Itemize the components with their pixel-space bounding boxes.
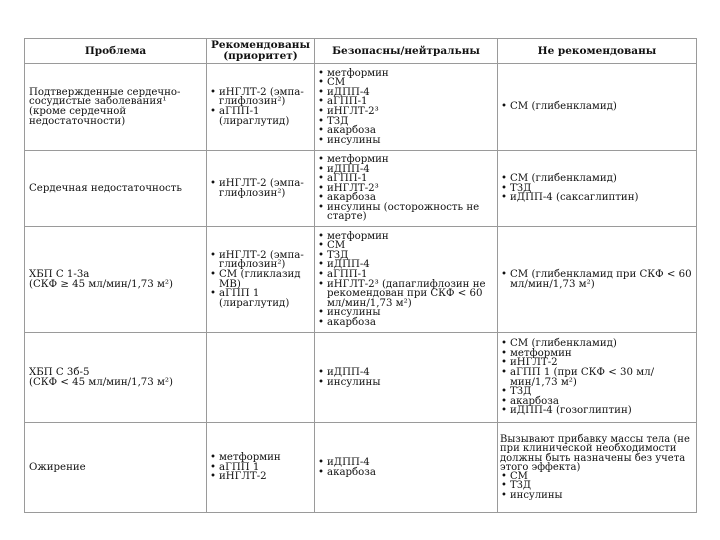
list-item: • ТЗД	[317, 251, 495, 261]
table-row	[25, 64, 697, 151]
list-item: • аГПП 1	[209, 463, 312, 473]
recommended-cell	[207, 333, 315, 423]
table-row	[25, 333, 697, 423]
list-item: • иДПП-4	[317, 88, 495, 98]
safe-cell	[315, 423, 498, 513]
list-item: • инсулины	[317, 308, 495, 318]
recommended-cell	[207, 151, 315, 227]
list-item: • метформин	[317, 232, 495, 242]
list-item: • иДПП-4 (саксаглиптин)	[500, 193, 694, 203]
list-item: • иНГЛТ-2 (эмпа- глифлозин²)	[209, 251, 312, 270]
list-item: • акарбоза	[500, 397, 694, 407]
safe-cell	[315, 333, 498, 423]
recommendations-table	[24, 38, 697, 513]
problem-cell	[25, 151, 207, 227]
problem-line: Ожирение	[29, 461, 86, 473]
list-item: • ТЗД	[500, 184, 694, 194]
list-item: • иНГЛТ-2 (эмпа- глифлозин²)	[209, 179, 312, 198]
list-item: • аГПП-1	[317, 97, 495, 107]
list-item: • акарбоза	[317, 318, 495, 328]
list-item: • аГПП-1 (лираглутид)	[209, 107, 312, 126]
list-item: • иДПП-4	[317, 165, 495, 175]
safe-cell	[315, 64, 498, 151]
problem-line: недостаточности)	[29, 115, 126, 127]
problem-line: сосудистые заболевания¹	[29, 96, 167, 108]
table-row	[25, 423, 697, 513]
problem-cell	[25, 333, 207, 423]
problem-cell	[25, 64, 207, 151]
list-item: • ТЗД	[500, 387, 694, 397]
list-item: • СМ (глибенкламид)	[500, 102, 694, 112]
problem-cell	[25, 423, 207, 513]
list-item: • аГПП-1	[317, 270, 495, 280]
list-item: • иНГЛТ-2	[500, 358, 694, 368]
list-item: • СМ	[317, 78, 495, 88]
list-item: • СМ	[500, 472, 694, 481]
list-item: • СМ (глибенкламид)	[500, 174, 694, 184]
safe-cell	[315, 227, 498, 333]
list-item: • иДПП-4	[317, 368, 495, 378]
table-row	[25, 227, 697, 333]
list-item: • акарбоза	[317, 193, 495, 203]
safe-cell	[315, 151, 498, 227]
list-item: • иНГЛТ-2³	[317, 184, 495, 194]
header-recommended: Рекомендованы (приоритет)	[207, 39, 315, 64]
list-item: • акарбоза	[317, 126, 495, 136]
header-problem: Проблема	[25, 39, 207, 64]
weight-gain-note: Вызывают прибавку массы тела (не при клинической необходимости должны быть назначены без учета этого эффекта)	[500, 434, 690, 473]
not-recommended-cell	[498, 64, 697, 151]
table-header-row	[25, 39, 697, 64]
problem-line: ХБП С 1-3а	[29, 268, 90, 280]
not-recommended-cell	[498, 227, 697, 333]
list-item: • ТЗД	[500, 481, 694, 490]
list-item: • СМ (глибенкламид при СКФ < 60 мл/мин/1,73 м²)	[500, 270, 694, 289]
recommended-cell	[207, 423, 315, 513]
not-recommended-cell	[498, 151, 697, 227]
list-item: • СМ (гликлазид МВ)	[209, 270, 312, 289]
problem-line: (СКФ ≥ 45 мл/мин/1,73 м²)	[29, 278, 173, 290]
problem-cell	[25, 227, 207, 333]
problem-line: (СКФ < 45 мл/мин/1,73 м²)	[29, 376, 173, 388]
list-item: • иНГЛТ-2³ (дапаглифлозин не рекомендован при СКФ < 60 мл/мин/1,73 м²)	[317, 280, 495, 309]
list-item: • иДПП-4	[317, 458, 495, 468]
list-item: • аГПП-1	[317, 174, 495, 184]
list-item: • инсулины	[317, 136, 495, 146]
header-safe: Безопасны/нейтральны	[315, 39, 498, 64]
not-recommended-cell	[498, 333, 697, 423]
list-item: • аГПП 1 (при СКФ < 30 мл/мин/1,73 м²)	[500, 368, 694, 387]
list-item: • акарбоза	[317, 468, 495, 478]
problem-line: Подтвержденные сердечно-	[29, 86, 181, 98]
list-item: • инсулины	[317, 378, 495, 388]
list-item: • иДПП-4	[317, 260, 495, 270]
list-item: • СМ (глибенкламид)	[500, 339, 694, 349]
not-recommended-cell	[498, 423, 697, 513]
list-item: • инсулины (осторожность не старте)	[317, 203, 495, 222]
table-row	[25, 151, 697, 227]
problem-line: (кроме сердечной	[29, 106, 127, 117]
list-item: • ТЗД	[317, 117, 495, 127]
list-item: • иНГЛТ-2 (эмпа- глифлозин²)	[209, 88, 312, 107]
list-item: • метформин	[317, 69, 495, 79]
problem-line: Сердечная недостаточность	[29, 182, 182, 194]
list-item: • аГПП 1 (лираглутид)	[209, 289, 312, 308]
header-not-recommended: Не рекомендованы	[498, 39, 697, 64]
problem-line: ХБП С 3б-5	[29, 366, 90, 378]
recommended-cell	[207, 64, 315, 151]
list-item: • иНГЛТ-2	[209, 472, 312, 482]
list-item: • метформин	[500, 349, 694, 359]
list-item: • метформин	[209, 453, 312, 463]
list-item: • СМ	[317, 241, 495, 251]
list-item: • иДПП-4 (гозоглиптин)	[500, 406, 694, 416]
list-item: • метформин	[317, 155, 495, 165]
list-item: • инсулины	[500, 491, 694, 500]
list-item: • иНГЛТ-2³	[317, 107, 495, 117]
recommended-cell	[207, 227, 315, 333]
